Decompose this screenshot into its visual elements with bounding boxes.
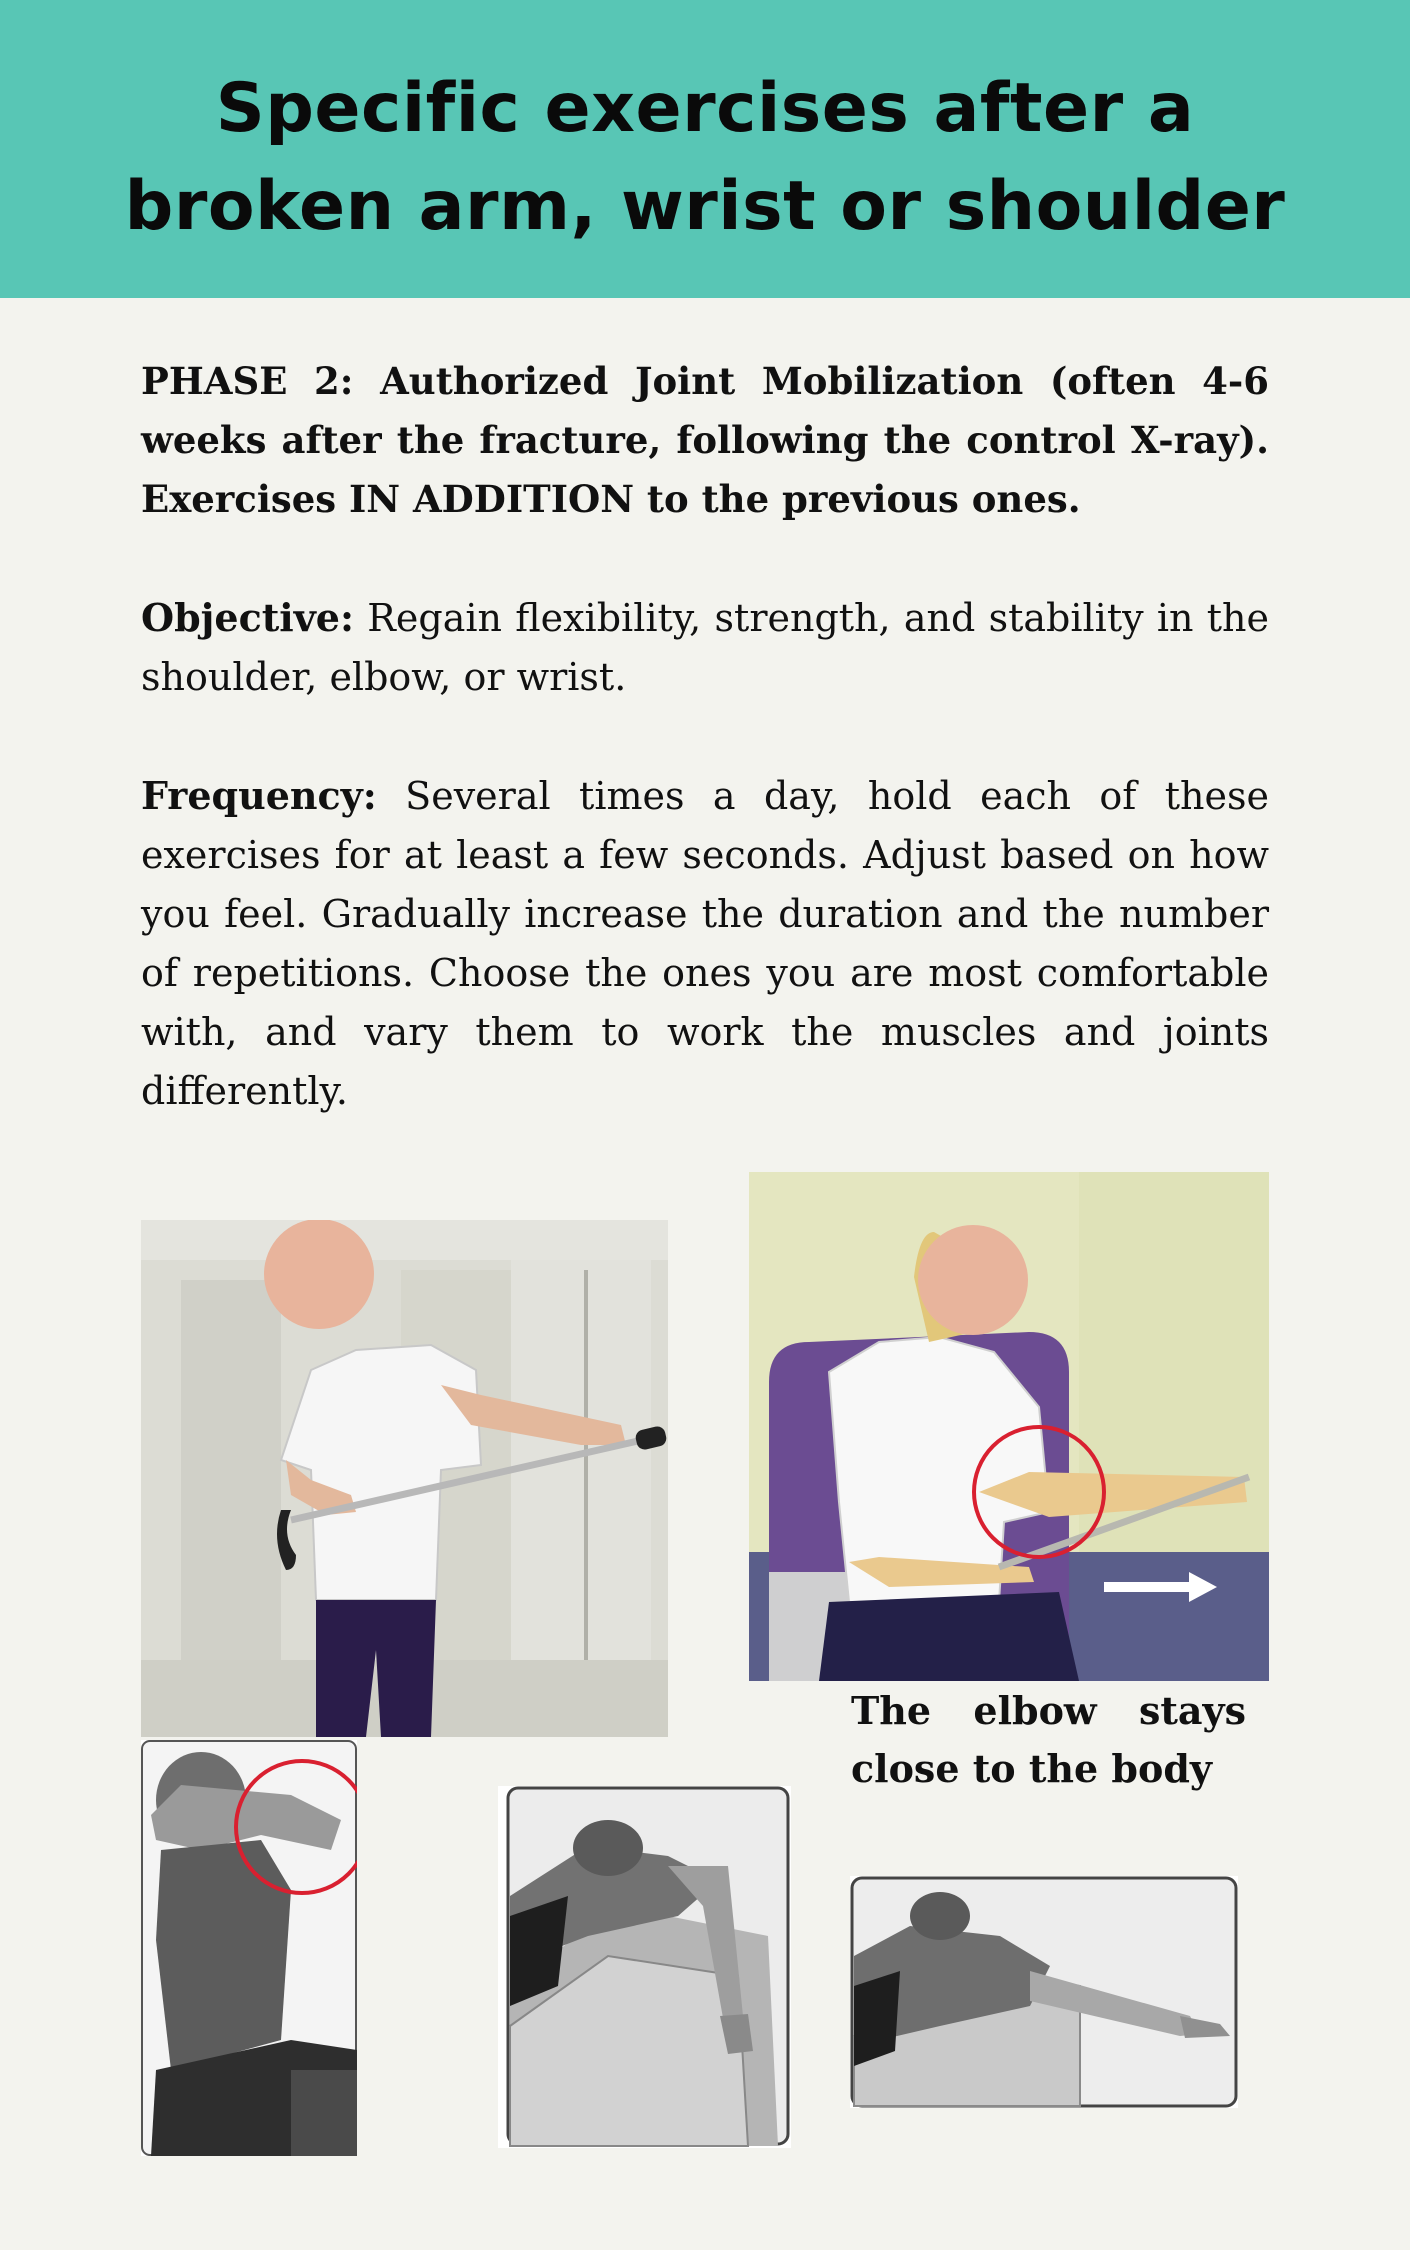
page-title (40, 60, 1370, 256)
photo-prone-arm-extended (850, 1876, 1238, 2108)
photo-standing-stick-abduction (141, 1220, 668, 1737)
photo-hand-behind-head (141, 1740, 357, 2156)
title-banner (0, 0, 1410, 298)
objective-paragraph (141, 588, 1269, 707)
caption-elbow-close: The elbow stays close to the body (851, 1688, 1246, 1791)
frequency-label: Frequency: (141, 773, 377, 818)
photo-prone-arm-hang (498, 1786, 791, 2148)
frequency-text: Several times a day, hold each of these exercises for at least a few seconds. Adjust based on how you feel. Gradually increase the duration and the number of repetitions. Choose the ones you are most comfortable with, and vary them to work the muscles and joints differently. (141, 774, 1269, 1113)
face-mask-1 (264, 1220, 374, 1329)
title-line-2: broken arm, wrist or shoulder (124, 167, 1286, 246)
face-mask-2 (918, 1225, 1028, 1335)
objective-label: Objective: (141, 595, 355, 640)
title-line-1: Specific exercises after a (215, 69, 1195, 148)
frequency-paragraph (141, 766, 1269, 1121)
photo-seated-external-rotation (749, 1172, 1269, 1681)
objective-text: Regain flexibility, strength, and stability in the shoulder, elbow, or wrist. (141, 596, 1269, 699)
phase-heading: PHASE 2: Authorized Joint Mobilization (often 4-6 weeks after the fracture, following the control X-ray). Exercises IN ADDITION to the previous ones. (141, 359, 1269, 521)
intro-text (141, 352, 1269, 1121)
